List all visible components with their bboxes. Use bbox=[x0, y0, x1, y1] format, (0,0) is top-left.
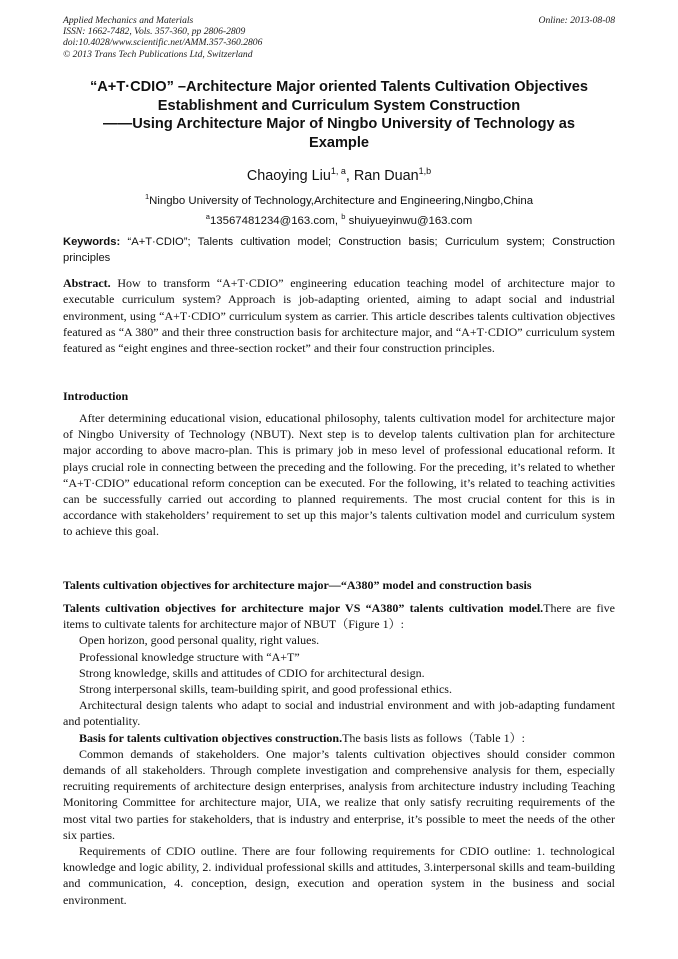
subsection-2-paragraph bbox=[63, 730, 615, 746]
title-line-4: Example bbox=[308, 134, 370, 151]
introduction-heading: Introduction bbox=[63, 389, 129, 403]
subsection-1-text: There are five items to cultivate talents for architecture major of NBUT（Figure 1）: bbox=[63, 601, 615, 632]
keywords-text: “A+T·CDIO”; Talents cultivation model; Construction basis; Curriculum system; Construction principles bbox=[63, 236, 615, 264]
title-line-1: “A+T·CDIO” –Architecture Major oriented Talents Cultivation Objectives bbox=[89, 79, 589, 95]
list-item: Strong knowledge, skills and attitudes of CDIO for architectural design. bbox=[79, 665, 425, 680]
author-1: Chaoying Liu bbox=[246, 167, 331, 184]
affiliation-text: Ningbo University of Technology,Architecture and Engineering,Ningbo,China bbox=[149, 194, 534, 207]
list-item: Open horizon, good personal quality, right values. bbox=[79, 633, 320, 648]
section-2-heading: Talents cultivation objectives for architecture major—“A380” model and construction basis bbox=[63, 578, 532, 592]
introduction-paragraph: After determining educational vision, educational philosophy, talents cultivation model for architecture major of Ningbo University of Technology (NBUT). Next step is to develop talents cultivation plan for architecture major according to above macro-plan. This is primary job in meso level of professional educational reform. It plays crucial role in connecting between the preceding and the following. For the preceding, it’s related to whether “A+T·CDIO” educational reform conception can be executed. For the following, it’s related to teaching activities can be successfully carried out according to planned requirements. The most crucial content for this is in accordance with stakeholders’ requirement to set up this major’s talents cultivation model and curriculum system to achieve this goal. bbox=[63, 411, 615, 539]
copyright-line: © 2013 Trans Tech Publications Ltd, Switzerland bbox=[63, 48, 253, 60]
email-a[interactable]: 13567481234@163.com bbox=[209, 214, 335, 227]
doi-line[interactable]: doi:10.4028/www.scientific.net/AMM.357-360.2806 bbox=[63, 37, 263, 49]
journal-name: Applied Mechanics and Materials bbox=[63, 15, 194, 26]
author-2: Ran Duan bbox=[353, 167, 419, 184]
title-line-3: ——Using Architecture Major of Ningbo University of Technology as bbox=[103, 116, 575, 133]
email-marker-a: a bbox=[205, 211, 210, 221]
keywords-block bbox=[63, 235, 615, 266]
online-date: Online: 2013-08-08 bbox=[538, 15, 615, 26]
affiliation-block bbox=[0, 189, 678, 229]
common-demands-paragraph: Common demands of stakeholders. One major’s talents cultivation objectives should consider common demands of all stakeholders. Through complete investigation and comprehensive analysis for them, especially recruiting requirements of architecture design enterprises, analysis from architecture industry including Teaching Monitoring Committee for architecture major, UIA, we realize that only satisfy recruiting requirements of the most vital two parties for stakeholders, that is industry and enterprise, it’s possible to meet the needs of the other six parties. bbox=[63, 746, 615, 842]
affil-marker-1: 1 bbox=[144, 192, 150, 201]
email-comma: , bbox=[334, 214, 342, 227]
list-item: Architectural design talents who adapt to social and industrial environment and with job-adapting fundament and potentiality. bbox=[63, 698, 615, 729]
journal-header bbox=[63, 15, 615, 60]
email-b[interactable]: shuiyueyinwu@163.com bbox=[345, 214, 473, 227]
affiliation-line bbox=[0, 189, 678, 209]
list-item: Professional knowledge structure with “A+T” bbox=[79, 649, 300, 664]
section-2-body bbox=[63, 600, 615, 908]
author-2-affil: 1,b bbox=[418, 166, 432, 176]
abstract-text: How to transform “A+T·CDIO” engineering education teaching model of architecture major to executable curriculum system? Approach is job-adapting oriented, aiming to adapt social and industrial environment, using “A+T·CDIO” curriculum system as carrier. This article describes talents cultivation objectives featured as “A 380” and their three construction basis for architecture major, and “A+T·CDIO” curriculum system featured as “eight engines and three-section rocket” and their four construction principles. bbox=[63, 276, 615, 356]
email-line bbox=[0, 209, 678, 229]
paper-title bbox=[40, 78, 638, 152]
cdio-requirements-paragraph: Requirements of CDIO outline. There are four following requirements for CDIO outline: 1. technological knowledge and logic ability, 2. individual professional skills and attitudes, 3.interpersonal skills and team-building and communication, 4. conception, design, execution and operation system in the business and social environment. bbox=[63, 844, 615, 907]
keywords-label: Keywords: bbox=[63, 236, 121, 248]
subsection-1-paragraph bbox=[63, 600, 615, 632]
list-item: Strong interpersonal skills, team-building spirit, and good professional ethics. bbox=[79, 682, 452, 697]
issn-line: ISSN: 1662-7482, Vols. 357-360, pp 2806-2809 bbox=[63, 26, 246, 38]
email-marker-b: b bbox=[341, 211, 346, 221]
author-list bbox=[0, 162, 678, 185]
title-line-2: Establishment and Curriculum System Construction bbox=[157, 97, 521, 114]
subsection-1-label: Talents cultivation objectives for architecture major VS “A380” talents cultivation model. bbox=[63, 601, 544, 615]
subsection-2-text: The basis lists as follows（Table 1）: bbox=[342, 730, 525, 745]
introduction-body bbox=[63, 410, 615, 540]
abstract-label: Abstract. bbox=[63, 276, 111, 290]
author-1-affil: 1, a bbox=[330, 166, 346, 176]
subsection-2-label: Basis for talents cultivation objectives construction. bbox=[79, 730, 343, 745]
author-separator: , bbox=[345, 167, 354, 184]
abstract-block bbox=[63, 275, 615, 356]
